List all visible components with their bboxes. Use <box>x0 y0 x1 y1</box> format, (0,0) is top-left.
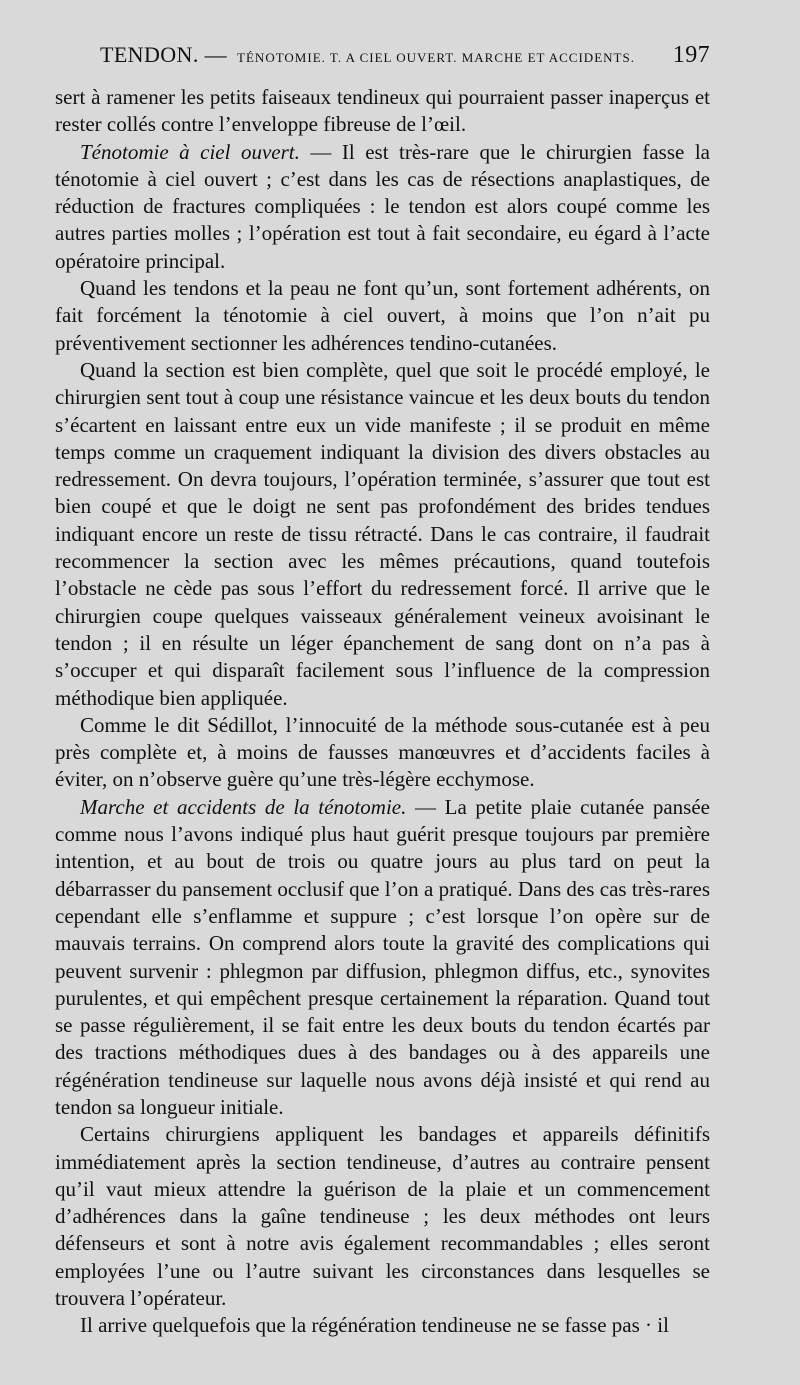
paragraph-text: Comme le dit Sédillot, l’innocuité de la méthode sous-cutanée est à peu près complète et, à moins de fausses manœuvres et d’accidents faciles à éviter, on n’observe guère qu’une très-légère ecchymose. <box>55 712 710 792</box>
paragraph-text: Certains chirurgiens appliquent les bandages et appareils définitifs immédiatement après la section tendineuse, d’autres au contraire pensent qu’il vaut mieux attendre la guérison de la plaie et un commencement d’adhérences dans la gaîne tendineuse ; les deux méthodes ont leurs défenseurs et sont à notre avis également recommandables ; elles seront employées l’une ou l’autre suivant les circonstances dans lesquelles se trouvera l’opérateur. <box>55 1122 710 1311</box>
paragraph <box>55 139 710 275</box>
running-head <box>100 42 710 84</box>
paragraph-heading: Ténotomie à ciel ouvert. <box>80 139 300 164</box>
running-head-left <box>100 42 227 68</box>
paragraph <box>55 84 710 139</box>
body-text <box>55 84 710 1340</box>
paragraph <box>55 1312 710 1339</box>
paragraph-text: — La petite plaie cutanée pansée comme nous l’avons indiqué plus haut guérit presque toujours par première intention, et au bout de trois ou quatre jours au plus tard on peut la débarrasser du pansement occlusif que l’on a pratiqué. Dans des cas très-rares cependant elle s’enflamme et suppure ; c’est lorsque l’on opère sur de mauvais terrains. On comprend alors toute la gravité des complications qui peuvent survenir : phlegmon par diffusion, phlegmon diffus, etc., synovites purulentes, et qui empêchent presque certainement la réparation. Quand tout se passe régulièrement, il se fait entre les deux bouts du tendon écartés par des tractions méthodiques dues à des bandages ou à des appareils une régénération tendineuse sur laquelle nous avons déjà insisté et qui rend au tendon sa longueur initiale. <box>55 794 710 1119</box>
paragraph-text: Quand la section est bien complète, quel que soit le procédé employé, le chirurgien sent tout à coup une résistance vaincue et les deux bouts du tendon s’écartent en laissant entre eux un vide manifeste ; il se produit en même temps comme un craquement indiquant la division des divers obstacles au redressement. On devra toujours, l’opération terminée, s’assurer que tout est bien coupé et que le doigt ne sent pas profondément des brides tendues indiquant encore un reste de tissu rétracté. Dans le cas contraire, il faudrait recommencer la section avec les mêmes précautions, quand toutefois l’obstacle ne cède pas sous l’effort du redressement forcé. Il arrive que le chirurgien coupe quelques vaisseaux généralement veineux avoisinant le tendon ; il en résulte un léger épanchement de sang dont on n’a pas à s’occuper et qui disparaît facilement sous l’influence de la compression méthodique bien appliquée. <box>55 357 710 710</box>
paragraph-text: — Il est très-rare que le chirurgien fasse la ténotomie à ciel ouvert ; c’est dans les cas de résections anaplastiques, de réduction de fractures compliquées : le tendon est alors coupé comme les autres parties molles ; l’opération est tout à fait secondaire, eu égard à l’acte opératoire principal. <box>55 139 710 273</box>
paragraph <box>55 1121 710 1312</box>
page-number: 197 <box>672 42 710 68</box>
chapter-name: TENDON. <box>100 42 199 67</box>
paragraph <box>55 357 710 712</box>
paragraph-text: sert à ramener les petits faiseaux tendineux qui pourraient passer inaperçus et rester collés contre l’enveloppe fibreuse de l’œil. <box>55 85 710 137</box>
paragraph-text: Quand les tendons et la peau ne font qu’un, sont fortement adhérents, on fait forcément la ténotomie à ciel ouvert, à moins que l’on n’ait pu préventivement sectionner les adhérences tendino-cutanées. <box>55 276 710 355</box>
paragraph <box>55 794 710 1122</box>
header-dash: — <box>204 42 228 67</box>
running-head-title: TÉNOTOMIE. T. A CIEL OUVERT. MARCHE ET ACCIDENTS. <box>237 50 635 65</box>
paragraph-text: Il arrive quelquefois que la régénération tendineuse ne se fasse pas · il <box>80 1313 669 1338</box>
paragraph <box>55 275 710 357</box>
paragraph <box>55 712 710 794</box>
paragraph-heading: Marche et accidents de la ténotomie. <box>80 794 407 819</box>
